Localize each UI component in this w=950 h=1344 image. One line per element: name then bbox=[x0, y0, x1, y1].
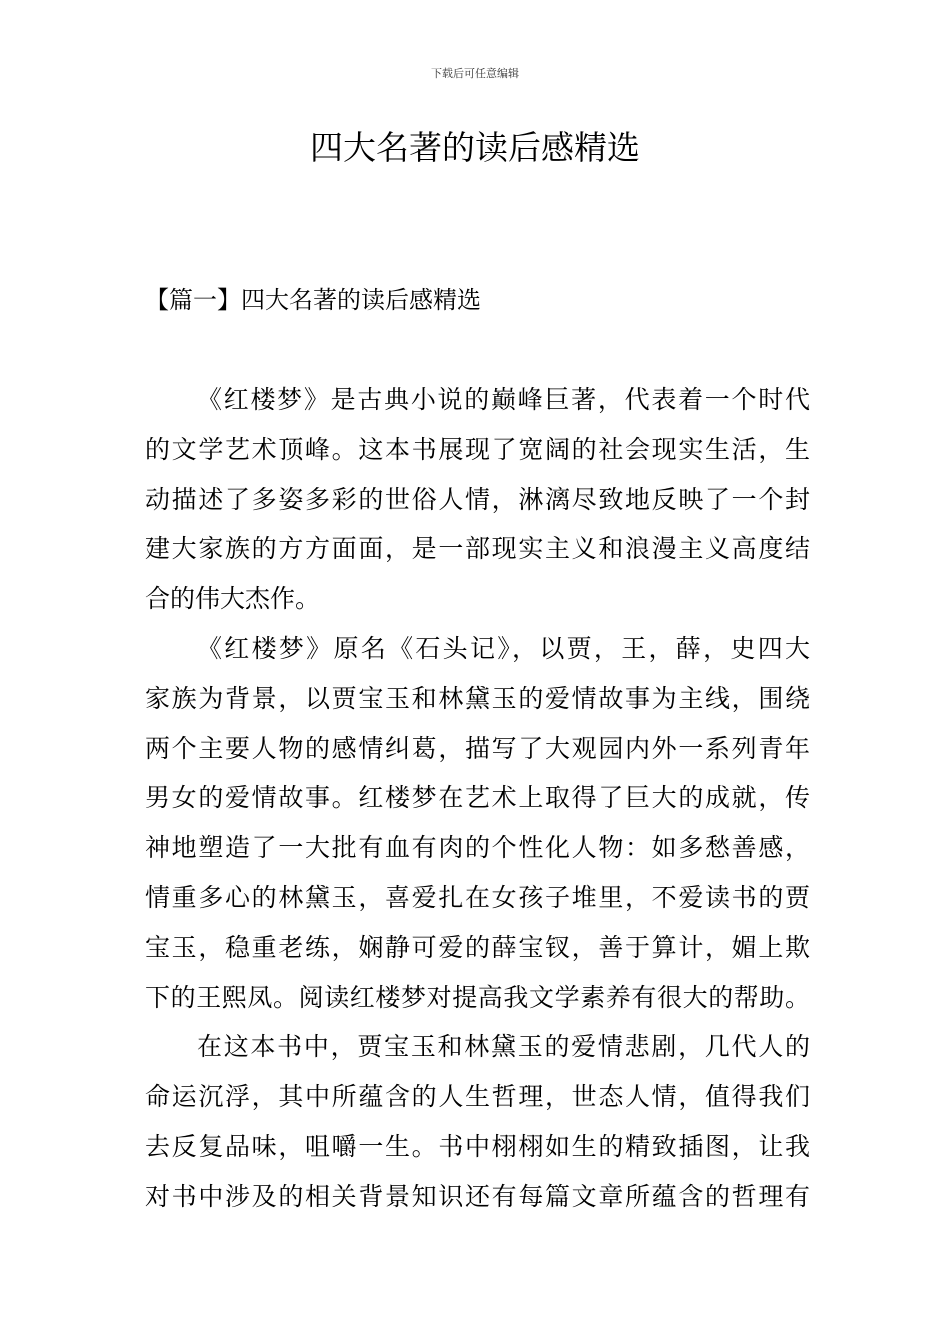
text-line: 在这本书中，贾宝玉和林黛玉的爱情悲剧，几代人的 bbox=[197, 1032, 810, 1062]
paragraph bbox=[145, 375, 810, 624]
text-line: 对书中涉及的相关背景知识还有每篇文章所蕴含的哲理有 bbox=[145, 1181, 810, 1211]
paragraph bbox=[145, 624, 810, 1022]
text-line: 男女的爱情故事。红楼梦在艺术上取得了巨大的成就，传 bbox=[145, 783, 810, 813]
text-line: 《红楼梦》原名《石头记》，以贾，王，薛，史四大 bbox=[197, 633, 810, 663]
text-line: 动描述了多姿多彩的世俗人情，淋漓尽致地反映了一个封 bbox=[145, 484, 810, 514]
text-line: 的文学艺术顶峰。这本书展现了宽阔的社会现实生活，生 bbox=[145, 434, 810, 464]
text-line: 家族为背景，以贾宝玉和林黛玉的爱情故事为主线，围绕 bbox=[145, 683, 810, 713]
text-line: 《红楼梦》是古典小说的巅峰巨著，代表着一个时代 bbox=[197, 385, 810, 414]
page-header-note: 下载后可任意编辑 bbox=[431, 67, 519, 80]
text-line: 建大家族的方方面面，是一部现实主义和浪漫主义高度结 bbox=[145, 534, 810, 564]
section-heading: 【篇一】四大名著的读后感精选 bbox=[145, 286, 481, 314]
document-body bbox=[145, 375, 810, 1222]
text-line: 宝玉，稳重老练，娴静可爱的薛宝钗，善于算计，媚上欺 bbox=[145, 932, 810, 962]
text-line: 去反复品味，咀嚼一生。书中栩栩如生的精致插图，让我 bbox=[145, 1131, 810, 1161]
document-title: 四大名著的读后感精选 bbox=[310, 128, 640, 167]
text-line: 情重多心的林黛玉，喜爱扎在女孩子堆里，不爱读书的贾 bbox=[145, 882, 810, 912]
paragraph bbox=[145, 1022, 810, 1221]
text-line: 合的伟大杰作。 bbox=[145, 584, 321, 614]
text-line: 下的王熙凤。阅读红楼梦对提高我文学素养有很大的帮助。 bbox=[145, 982, 810, 1012]
text-line: 命运沉浮，其中所蕴含的人生哲理，世态人情，值得我们 bbox=[145, 1082, 810, 1112]
text-line: 两个主要人物的感情纠葛，描写了大观园内外一系列青年 bbox=[145, 733, 810, 763]
text-line: 神地塑造了一大批有血有肉的个性化人物：如多愁善感， bbox=[145, 833, 810, 863]
